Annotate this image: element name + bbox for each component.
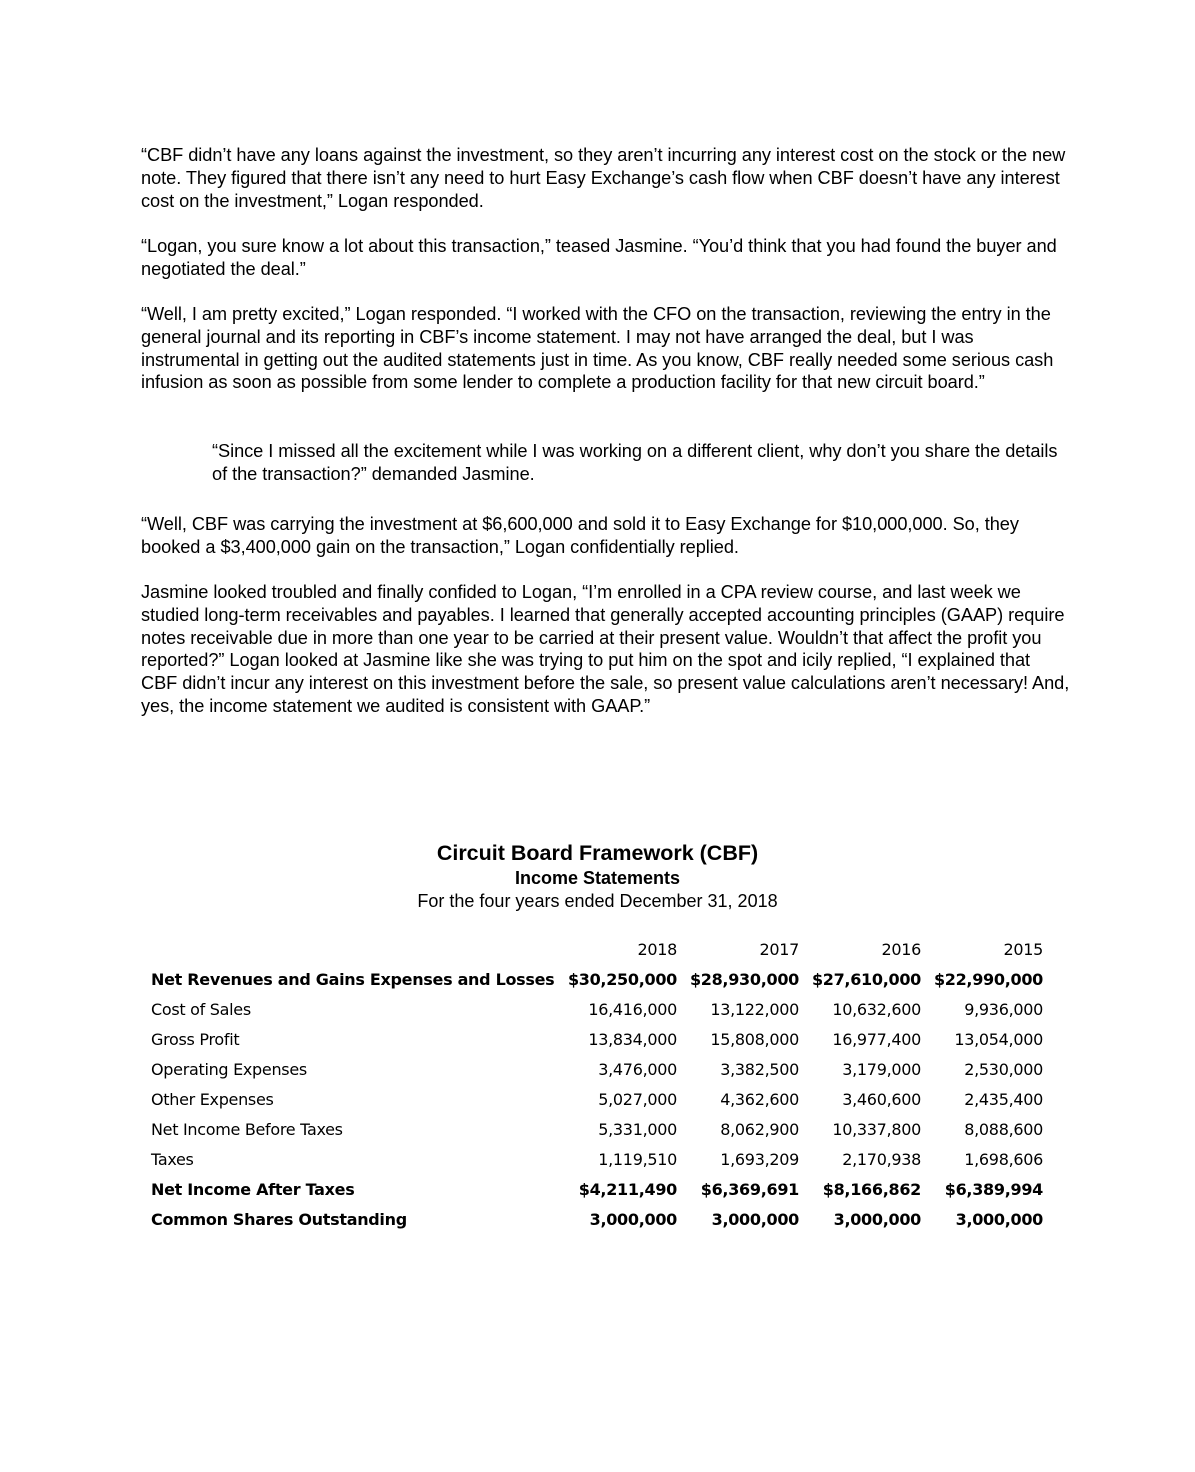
row-value: 10,337,800 — [832, 1119, 921, 1139]
paragraph-transaction-details: “Well, CBF was carrying the investment at $6,600,000 and sold it to Easy Exchange for $10,000,000. So, they booked a $3,400,000 gain on the transaction,” Logan confidentially replied. — [141, 514, 1019, 557]
table-row — [145, 1144, 1049, 1174]
row-value: 8,062,900 — [720, 1119, 799, 1139]
statement-subtitle: Income Statements — [514, 868, 681, 888]
row-value: 2,435,400 — [964, 1089, 1043, 1109]
row-value: 5,331,000 — [598, 1119, 677, 1139]
row-value: $6,369,691 — [700, 1179, 799, 1199]
paragraph-logan-response: “CBF didn’t have any loans against the investment, so they aren’t incurring any interest cost on the stock or the new note. They figured that there isn’t any need to hurt Easy Exchange’s cash flow when CBF doesn’t have any interest cost on the investment,” Logan responded. — [141, 145, 1066, 211]
table-row — [145, 1114, 1049, 1144]
row-value: 3,179,000 — [842, 1059, 921, 1079]
year-header: 2018 — [637, 939, 677, 959]
row-value: $4,211,490 — [578, 1179, 677, 1199]
row-value: 8,088,600 — [964, 1119, 1043, 1139]
paragraph-gaap-discussion: Jasmine looked troubled and finally confided to Logan, “I’m enrolled in a CPA review course, and last week we studied long-term receivables and payables. I learned that generally accepted accounting principles (GAAP) require notes receivable due in more than one year to be carried at their present value. Wouldn’t that affect the profit you reported?” Logan looked at Jasmine like she was trying to put him on the spot and icily replied, “I explained that CBF didn’t incur any interest on this investment before the sale, so present value calculations aren’t necessary! And, yes, the income statement we audited is consistent with GAAP.” — [141, 582, 1070, 716]
row-label: Gross Profit — [151, 1029, 240, 1049]
row-label: Cost of Sales — [151, 999, 251, 1019]
row-value: $28,930,000 — [689, 969, 799, 989]
table-row — [145, 1024, 1049, 1054]
row-value: 3,460,600 — [842, 1089, 921, 1109]
row-value: $6,389,994 — [944, 1179, 1043, 1199]
row-label: Net Revenues and Gains Expenses and Losses — [151, 969, 555, 989]
table-row — [145, 1054, 1049, 1084]
year-header: 2017 — [759, 939, 799, 959]
table-row — [145, 1174, 1049, 1204]
row-value: $22,990,000 — [933, 969, 1043, 989]
row-value: 3,000,000 — [955, 1209, 1043, 1229]
row-label: Other Expenses — [151, 1089, 274, 1109]
row-value: $30,250,000 — [567, 969, 677, 989]
row-value: 13,122,000 — [710, 999, 799, 1019]
row-value: 2,530,000 — [964, 1059, 1043, 1079]
table-row — [145, 1204, 1049, 1234]
row-label: Operating Expenses — [151, 1059, 307, 1079]
row-value: 1,698,606 — [964, 1149, 1043, 1169]
row-label: Net Income Before Taxes — [151, 1119, 343, 1139]
statement-period: For the four years ended December 31, 2018 — [417, 891, 778, 911]
statement-title: Circuit Board Framework (CBF) — [436, 841, 759, 865]
paragraph-jasmine-tease: “Logan, you sure know a lot about this transaction,” teased Jasmine. “You’d think that you had found the buyer and negotiated the deal.” — [141, 236, 1057, 279]
row-value: 3,382,500 — [720, 1059, 799, 1079]
row-label: Net Income After Taxes — [151, 1179, 355, 1199]
row-value: $8,166,862 — [822, 1179, 921, 1199]
row-value: 9,936,000 — [964, 999, 1043, 1019]
table-row — [145, 1084, 1049, 1114]
row-label: Taxes — [151, 1149, 194, 1169]
row-value: 13,054,000 — [954, 1029, 1043, 1049]
row-value: 15,808,000 — [710, 1029, 799, 1049]
row-value: 3,476,000 — [598, 1059, 677, 1079]
row-value: 13,834,000 — [588, 1029, 677, 1049]
table-header-row — [145, 934, 1049, 964]
row-value: 4,362,600 — [720, 1089, 799, 1109]
row-value: 5,027,000 — [598, 1089, 677, 1109]
row-value: 16,977,400 — [832, 1029, 921, 1049]
income-statement-table — [145, 934, 1049, 1234]
row-value: 16,416,000 — [588, 999, 677, 1019]
row-value: 3,000,000 — [833, 1209, 921, 1229]
row-value: 1,693,209 — [720, 1149, 799, 1169]
table-row — [145, 994, 1049, 1024]
row-value: 10,632,600 — [832, 999, 921, 1019]
paragraph-jasmine-demand: “Since I missed all the excitement while I was working on a different client, why don’t you share the details of the transaction?” demanded Jasmine. — [212, 441, 1058, 484]
header-label-cell — [145, 934, 561, 964]
paragraph-logan-excited: “Well, I am pretty excited,” Logan responded. “I worked with the CFO on the transaction, reviewing the entry in the general journal and its reporting in CBF’s income statement. I may not have arranged the deal, but I was instrumental in getting out the audited statements just in time. As you know, CBF really needed some serious cash infusion as soon as possible from some lender to complete a production facility for that new circuit board.” — [141, 304, 1054, 393]
year-header: 2015 — [1003, 939, 1043, 959]
row-value: 1,119,510 — [598, 1149, 677, 1169]
row-value: 2,170,938 — [842, 1149, 921, 1169]
row-value: $27,610,000 — [811, 969, 921, 989]
row-label: Common Shares Outstanding — [151, 1209, 407, 1229]
year-header: 2016 — [881, 939, 921, 959]
table-row — [145, 964, 1049, 994]
row-value: 3,000,000 — [589, 1209, 677, 1229]
row-value: 3,000,000 — [711, 1209, 799, 1229]
